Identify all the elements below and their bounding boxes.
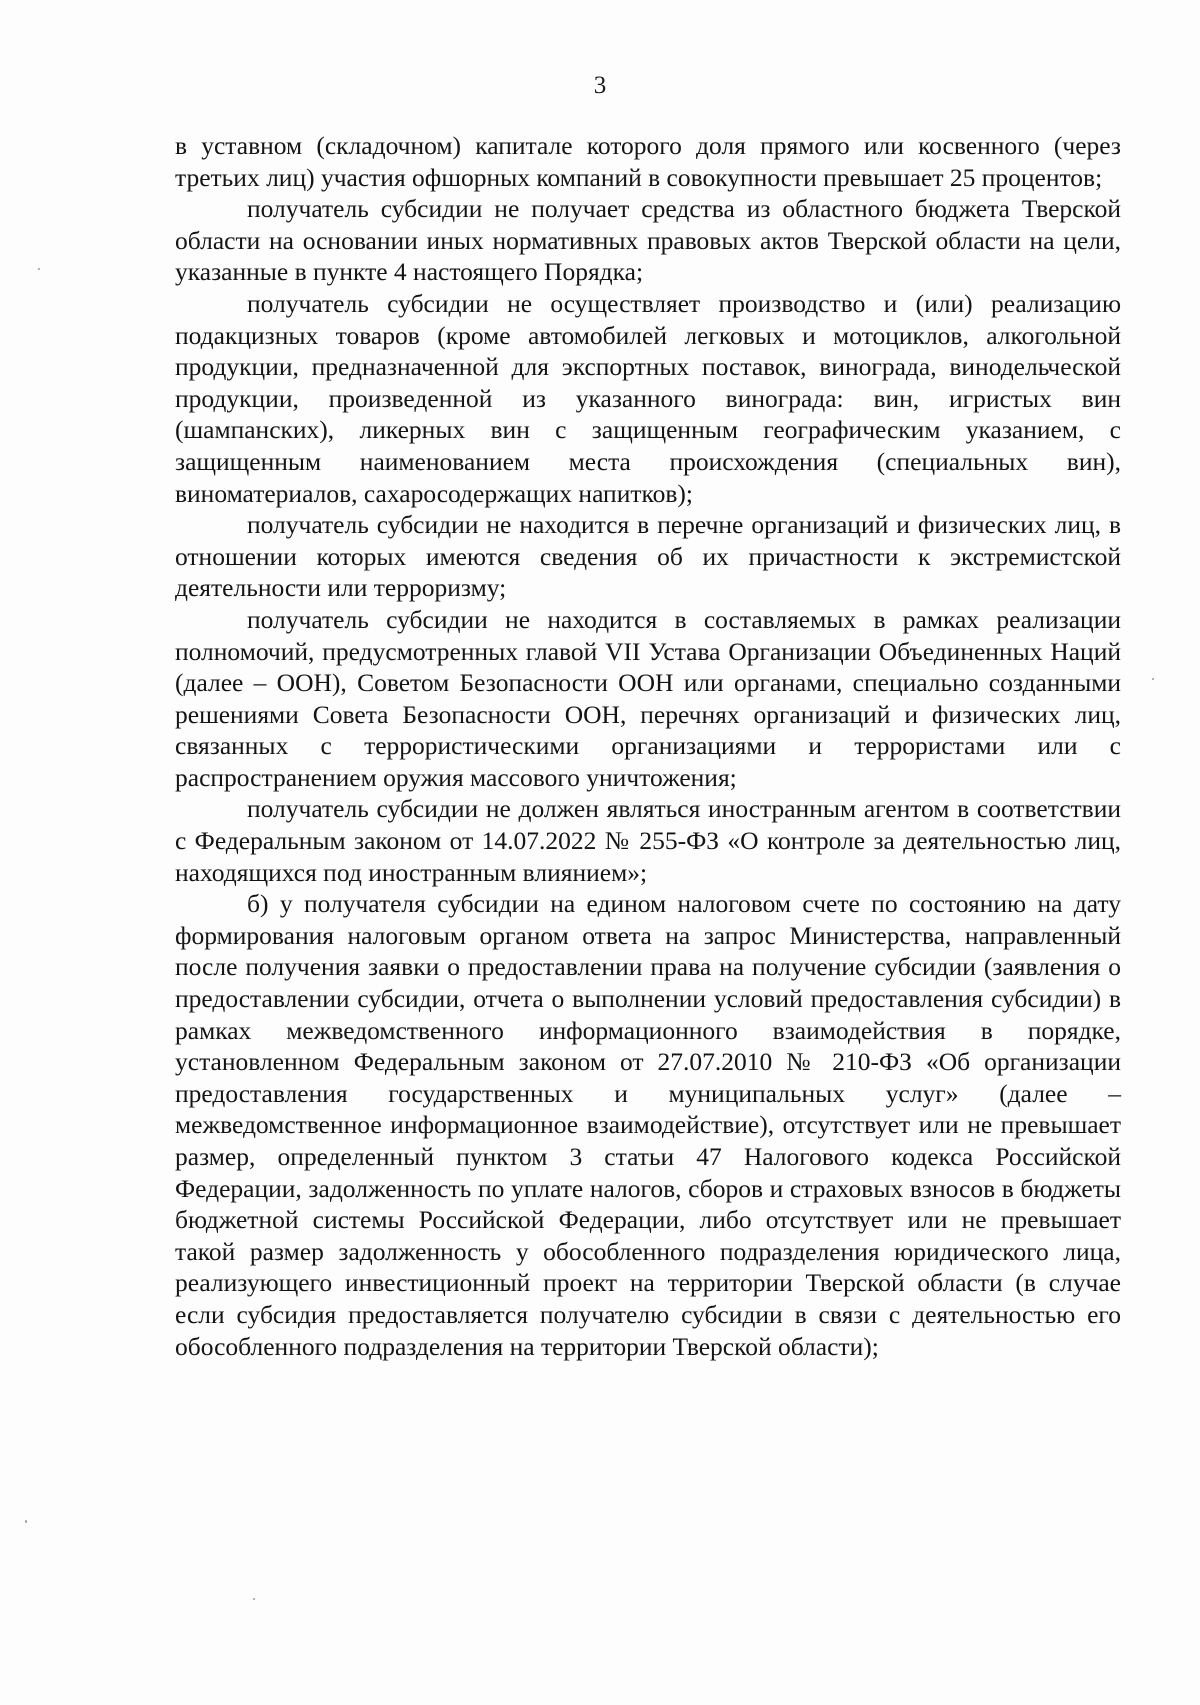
paragraph-un-sanctions-list: получатель субсидии не находится в составляемых в рамках реализации полномочий, предусмотренных главой VII Устава Организации Объединенных Наций (далее – ООН), Советом Безопасности ООН или органами, специально созданными решениями Совета Безопасности ООН, перечнях организаций и физических лиц, связанных с террористическими организациями и террористами или с распространением оружия массового уничтожения; (175, 604, 1121, 792)
paragraph-tax-debt: б) у получателя субсидии на едином налоговом счете по состоянию на дату формирования налоговым органом ответа на запрос Министерства, направленный после получения заявки о предоставлении права на получение субсидии (заявления о предоставлении субсидии, отчета о выполнении условий предоставления субсидии) в рамках межведомственного информационного взаимодействия в порядке, установленном Федеральным законом от 27.07.2010 № 210-ФЗ «Об организации предоставления государственных и муниципальных услуг» (далее – межведомственное информационное взаимодействие), отсутствует или не превышает размер, определенный пунктом 3 статьи 47 Налогового кодекса Российской Федерации, задолженность по уплате налогов, сборов и страховых взносов в бюджеты бюджетной системы Российской Федерации, либо отсутствует или не превышает такой размер задолженность у обособленного подразделения юридического лица, реализующего инвестиционный проект на территории Тверской области (в случае если субсидия предоставляется получателю субсидии в связи с деятельностью его обособленного подразделения на территории Тверской области); (175, 889, 1121, 1361)
document-body (175, 130, 1121, 1362)
scan-speck (25, 1520, 27, 1523)
page-number: 3 (593, 72, 607, 99)
paragraph-extremism-list: получатель субсидии не находится в перечне организаций и физических лиц, в отношении которых имеются сведения об их причастности к экстремистской деятельности или терроризму; (175, 510, 1121, 603)
paragraph-excise-goods: получатель субсидии не осуществляет производство и (или) реализацию подакцизных товаров (кроме автомобилей легковых и мотоциклов, алкогольной продукции, предназначенной для экспортных поставок, винограда, винодельческой продукции, произведенной из указанного винограда: вин, игристых вин (шампанских), ликерных вин с защищенным географическим указанием, с защищенным наименованием места происхождения (специальных вин), виноматериалов, сахаросодержащих напитков); (175, 288, 1121, 508)
paragraph-no-other-funding: получатель субсидии не получает средства из областного бюджета Тверской области на основании иных нормативных правовых актов Тверской области на цели, указанные в пункте 4 настоящего Порядка; (175, 194, 1121, 287)
scan-speck (1152, 678, 1154, 680)
scan-speck (38, 268, 40, 270)
paragraph-continuation: в уставном (складочном) капитале которого доля прямого или косвенного (через третьих лиц) участия офшорных компаний в совокупности превышает 25 процентов; (175, 131, 1121, 192)
paragraph-foreign-agent: получатель субсидии не должен являться иностранным агентом в соответствии с Федеральным законом от 14.07.2022 № 255-ФЗ «О контроле за деятельностью лиц, находящихся под иностранным влиянием»; (175, 794, 1121, 887)
scan-speck (253, 1598, 255, 1600)
